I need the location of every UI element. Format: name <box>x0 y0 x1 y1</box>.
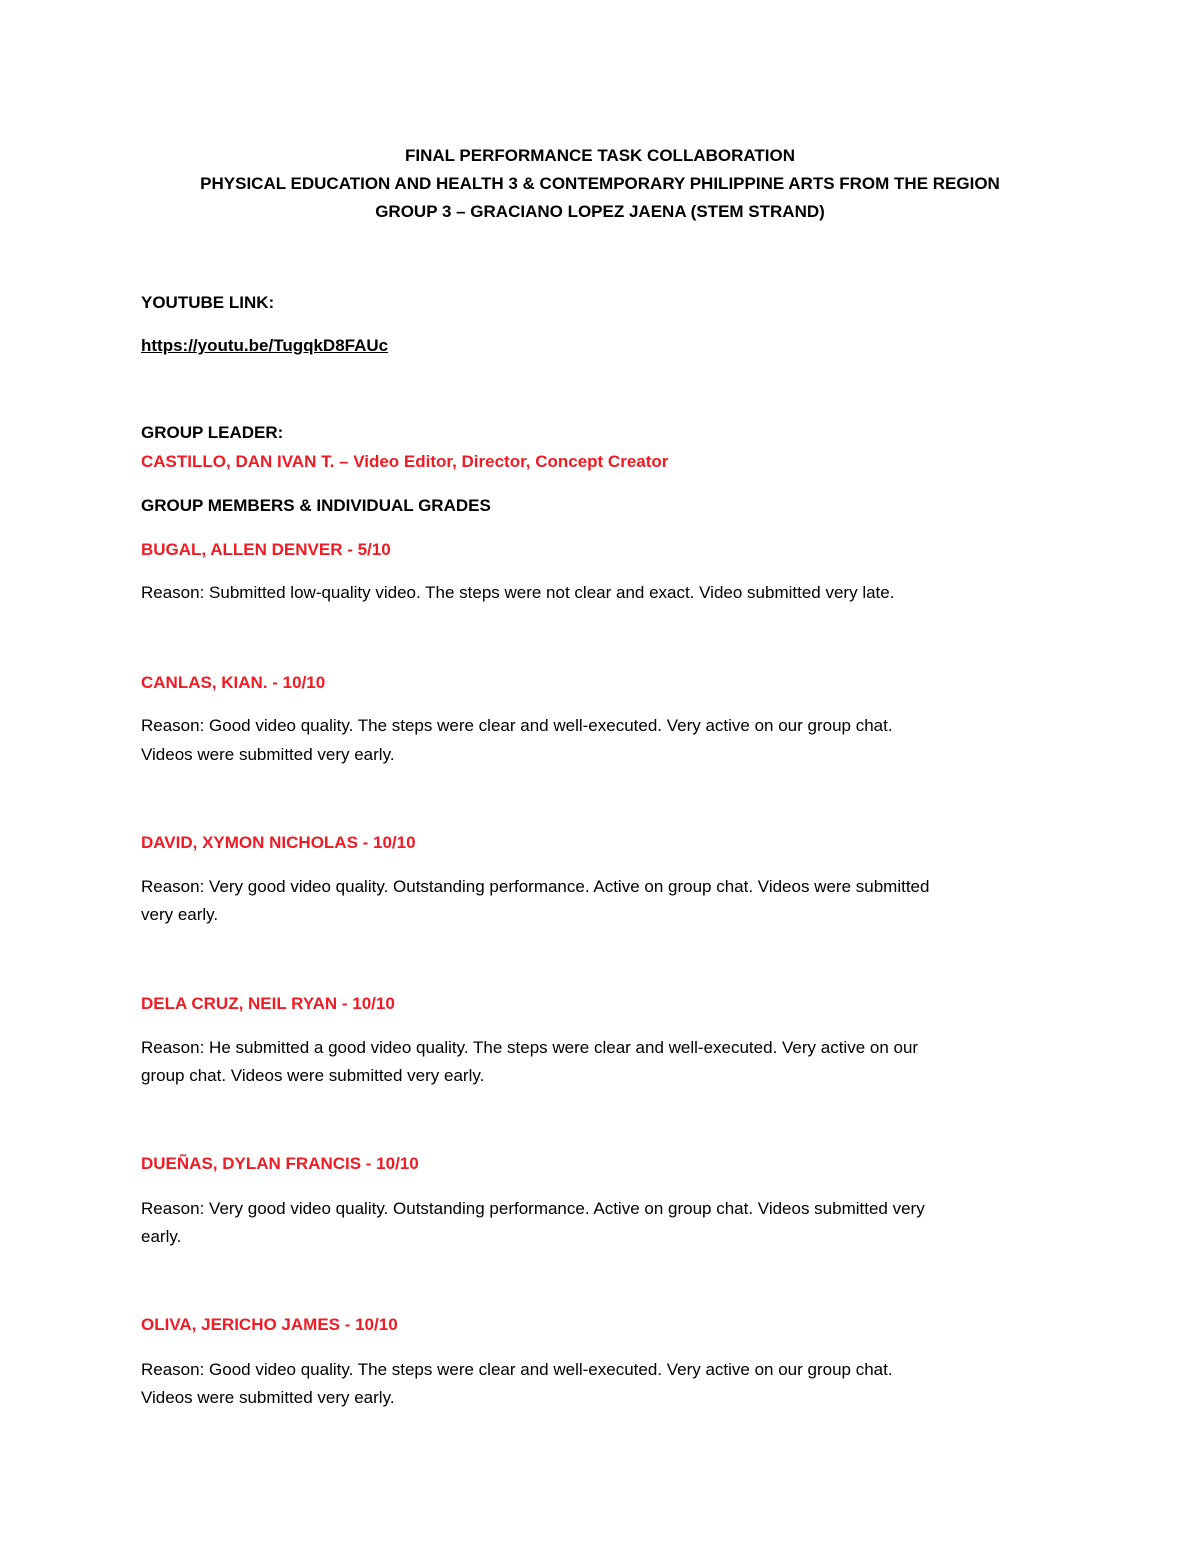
group-leader-name: CASTILLO, DAN IVAN T. – Video Editor, Director, Concept Creator <box>141 452 669 471</box>
members-heading: GROUP MEMBERS & INDIVIDUAL GRADES <box>141 496 491 515</box>
member-name-grade: BUGAL, ALLEN DENVER - 5/10 <box>141 540 391 559</box>
title-line-2: PHYSICAL EDUCATION AND HEALTH 3 & CONTEMPORARY PHILIPPINE ARTS FROM THE REGION <box>200 174 1000 193</box>
youtube-label: YOUTUBE LINK: <box>141 293 275 312</box>
member-reason-line: group chat. Videos were submitted very early. <box>141 1066 485 1085</box>
member-reason-line: early. <box>141 1227 182 1246</box>
member-reason-line: Reason: Good video quality. The steps were clear and well-executed. Very active on our group chat. <box>141 1360 893 1379</box>
member-reason-line: very early. <box>141 905 219 924</box>
title-line-3: GROUP 3 – GRACIANO LOPEZ JAENA (STEM STRAND) <box>375 202 825 221</box>
member-reason-line: Videos were submitted very early. <box>141 745 395 764</box>
member-name-grade: CANLAS, KIAN. - 10/10 <box>141 673 326 692</box>
member-name-grade: DAVID, XYMON NICHOLAS - 10/10 <box>141 833 416 852</box>
member-reason-line: Reason: Good video quality. The steps were clear and well-executed. Very active on our group chat. <box>141 716 893 735</box>
group-leader-label: GROUP LEADER: <box>141 423 284 442</box>
member-reason-line: Reason: Submitted low-quality video. The steps were not clear and exact. Video submitted very late. <box>141 583 895 602</box>
member-reason-line: Reason: He submitted a good video quality. The steps were clear and well-executed. Very active on our <box>141 1038 919 1057</box>
member-name-grade: OLIVA, JERICHO JAMES - 10/10 <box>141 1315 398 1334</box>
member-reason-line: Reason: Very good video quality. Outstanding performance. Active on group chat. Videos submitted very <box>141 1199 925 1218</box>
member-reason-line: Reason: Very good video quality. Outstanding performance. Active on group chat. Videos were submitted <box>141 877 930 896</box>
youtube-link[interactable]: https://youtu.be/TugqkD8FAUc <box>141 336 389 355</box>
member-name-grade: DUEÑAS, DYLAN FRANCIS - 10/10 <box>141 1154 419 1173</box>
title-line-1: FINAL PERFORMANCE TASK COLLABORATION <box>404 146 796 165</box>
member-reason-line: Videos were submitted very early. <box>141 1388 395 1407</box>
member-name-grade: DELA CRUZ, NEIL RYAN - 10/10 <box>141 994 395 1013</box>
